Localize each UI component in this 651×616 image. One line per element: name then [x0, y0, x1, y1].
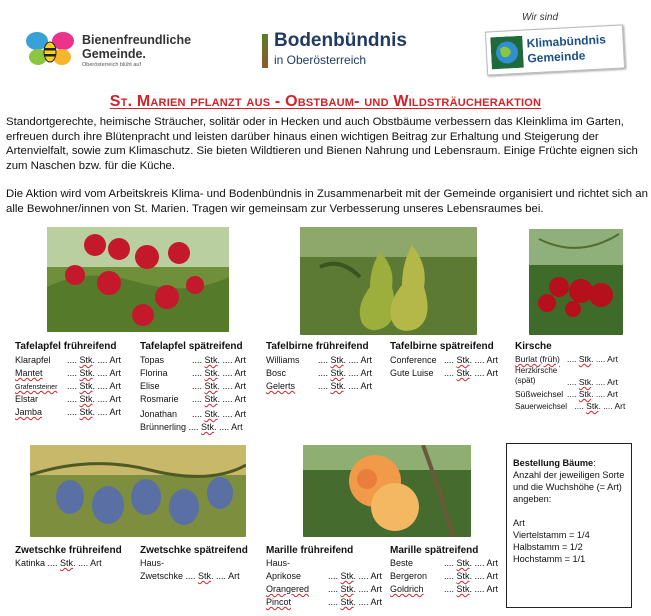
art-label: Art: [486, 584, 499, 594]
order-field[interactable]: .... Stk. .... Art: [328, 584, 383, 594]
bodenbuendnis-logo-line1: Bodenbündnis: [274, 30, 407, 51]
stk-label: Stk: [79, 381, 93, 391]
art-label: Art: [234, 355, 247, 365]
order-box-line: Viertelstamm = 1/4: [513, 530, 590, 540]
list-item: [515, 389, 618, 400]
variety-name: Goldrich: [390, 584, 424, 594]
bienen-logo: [24, 28, 194, 70]
stk-label: Stk: [578, 389, 592, 399]
list-item: [15, 407, 121, 418]
list-item: [15, 394, 121, 405]
variety-name: Topas: [140, 355, 165, 365]
page-title: St. Marien pflanzt aus - Obstbaum- und Wildsträucheraktion: [109, 93, 542, 110]
art-label: Art: [234, 368, 247, 378]
order-field[interactable]: .... Stk. .... Art: [444, 584, 499, 594]
order-field[interactable]: .... Stk. .... Art: [192, 381, 247, 391]
art-label: Art: [234, 409, 247, 419]
stk-label: Stk: [79, 407, 93, 417]
klimabuendnis-logo-line2: Gemeinde: [527, 48, 586, 66]
order-box-art: Art: [513, 518, 525, 528]
order-field[interactable]: .... Stk. .... Art: [318, 355, 373, 365]
order-field[interactable]: .... Stk. .... Art: [67, 368, 122, 378]
order-field[interactable]: .... Stk. .... Art: [444, 355, 499, 365]
variety-name: Bergeron: [390, 571, 428, 581]
section-title-marille-frueh: Marille frühreifend: [266, 545, 354, 556]
art-label: Art: [486, 355, 499, 365]
list-item: [15, 558, 102, 569]
list-item: [390, 558, 498, 569]
stk-label: Stk: [198, 571, 212, 581]
list-item: [140, 571, 240, 582]
stk-label: Stk: [456, 368, 470, 378]
order-box-line: Hochstamm = 1/1: [513, 554, 586, 564]
variety-name: Gelerts: [266, 381, 296, 391]
variety-name: Brünnerling: [140, 422, 187, 432]
list-item: [140, 381, 246, 392]
art-label: Art: [234, 381, 247, 391]
order-field[interactable]: .... Stk. .... Art: [567, 389, 619, 399]
list-item: [140, 409, 246, 420]
list-item: [266, 558, 290, 569]
variety-name: Haus-: [266, 558, 291, 568]
order-field[interactable]: .... Stk. .... Art: [444, 571, 499, 581]
bodenbuendnis-logo-bar: [262, 34, 268, 68]
variety-name: Elstar: [15, 394, 39, 404]
order-field[interactable]: .... Stk. .... Art: [67, 381, 122, 391]
stk-label: Stk: [204, 355, 218, 365]
variety-name: Jamba: [15, 407, 43, 417]
list-item: [390, 355, 498, 366]
bodenbuendnis-logo: [262, 30, 422, 70]
order-field[interactable]: .... Stk. .... Art: [45, 558, 102, 568]
list-item: [266, 597, 382, 608]
list-item: [140, 558, 164, 569]
apple-photo: [47, 227, 229, 332]
klimabuendnis-logo-line1: Klimabündnis: [526, 32, 607, 51]
art-label: Art: [486, 571, 499, 581]
variety-name: Süßweichsel: [515, 389, 564, 399]
list-item: [515, 401, 625, 412]
art-label: Art: [360, 355, 373, 365]
art-label: Art: [370, 584, 383, 594]
stk-label: Stk: [456, 558, 470, 568]
order-field[interactable]: .... Stk. .... Art: [192, 368, 247, 378]
pear-photo: [300, 227, 477, 335]
cherry-photo: [529, 229, 623, 335]
list-item: [515, 366, 570, 386]
stk-label: Stk: [456, 571, 470, 581]
list-item: [266, 355, 372, 366]
stk-label: Stk: [340, 597, 354, 607]
art-label: Art: [109, 355, 122, 365]
bienen-logo-line2: Gemeinde.: [82, 47, 146, 61]
intro-paragraph-2: Die Aktion wird vom Arbeitskreis Klima- und Bodenbündnis in Zusammenarbeit mit der Gemeinde organisiert und richtet sich an alle Bewohner/innen von St. Marien. Tragen wir gemeinsam zur Verbesserung unseres Lebensraumes bei.: [6, 188, 648, 215]
art-label: Art: [607, 354, 619, 364]
stk-label: Stk: [204, 409, 218, 419]
bienen-logo-tagline: Oberösterreich blüht auf: [82, 62, 142, 68]
intro-paragraph-1: Standortgerechte, heimische Sträucher, solitär oder in Hecken und auch Obstbäume verbessern das Kleinklima im Garten, erfreuen durch ihre Blütenpracht und leisten darüber hinaus einen wichtigen Beitrag zur Erhaltung und Steigerung der Artenvielfalt, sowie zum Klimaschutz. Sie bieten Wildtieren und Bienen Nahrung und Lebensraum. Einige Früchte eignen sich zum Naschen bzw. für die Küche.: [6, 116, 638, 172]
section-title-birne-spaet: Tafelbirne spätreifend: [390, 341, 494, 352]
order-field[interactable]: .... Stk. .... Art: [567, 354, 619, 364]
list-item: [15, 355, 121, 366]
stk-label: Stk: [340, 571, 354, 581]
klimabuendnis-logo-card: [485, 24, 625, 75]
section-title-zwetschke-frueh: Zwetschke frühreifend: [15, 545, 122, 556]
order-field[interactable]: .... Stk. .... Art: [192, 394, 247, 404]
variety-name: Klarapfel: [15, 355, 51, 365]
art-label: Art: [360, 381, 373, 391]
variety-name: Gute Luise: [390, 368, 434, 378]
order-field[interactable]: .... Stk. .... Art: [318, 368, 373, 378]
stk-label: Stk: [79, 355, 93, 365]
variety-name: Elise: [140, 381, 160, 391]
art-label: Art: [607, 377, 619, 387]
order-field[interactable]: .... Stk. .... Art: [192, 409, 247, 419]
variety-name: Beste: [390, 558, 414, 568]
section-title-kirsche: Kirsche: [515, 341, 552, 352]
order-box-heading: Bestellung Bäume:: [513, 458, 596, 468]
art-label: Art: [109, 368, 122, 378]
art-label: Art: [370, 597, 383, 607]
order-field[interactable]: .... Stk. .... Art: [444, 558, 499, 568]
list-item: [390, 584, 498, 595]
order-field[interactable]: .... Stk. .... Art: [328, 597, 383, 607]
art-label: Art: [486, 558, 499, 568]
stk-label: Stk: [340, 584, 354, 594]
art-label: Art: [360, 368, 373, 378]
list-item: [140, 355, 246, 366]
order-field[interactable]: .... Stk. .... Art: [186, 422, 243, 432]
list-item: [140, 394, 246, 405]
order-field[interactable]: .... Stk. .... Art: [567, 377, 619, 387]
variety-name: Rosmarie: [140, 394, 179, 404]
variety-name: Florina: [140, 368, 168, 378]
stk-label: Stk: [60, 558, 74, 568]
list-item: [266, 571, 382, 582]
order-field[interactable]: .... Stk. .... Art: [67, 407, 122, 417]
stk-label: Stk: [456, 584, 470, 594]
bodenbuendnis-logo-line2: in Oberösterreich: [274, 53, 367, 67]
order-info-box: [506, 443, 632, 608]
variety-name: Williams: [266, 355, 300, 365]
art-label: Art: [370, 571, 383, 581]
art-label: Art: [109, 407, 122, 417]
art-label: Art: [614, 401, 626, 411]
variety-name: Katinka: [15, 558, 46, 568]
stk-label: Stk: [586, 401, 599, 411]
list-item: [515, 354, 618, 365]
stk-label: Stk: [330, 368, 344, 378]
variety-name: Sauerweichsel: [515, 402, 568, 411]
order-field[interactable]: .... Stk. .... Art: [183, 571, 240, 581]
variety-name: Haus-: [140, 558, 165, 568]
art-label: Art: [228, 571, 240, 581]
stk-label: Stk: [201, 422, 215, 432]
stk-label: Stk: [330, 355, 344, 365]
art-label: Art: [231, 422, 243, 432]
variety-name: Orangered: [266, 584, 310, 594]
section-title-zwetschke-spaet: Zwetschke spätreifend: [140, 545, 248, 556]
art-label: Art: [486, 368, 499, 378]
variety-name: Bosc: [266, 368, 287, 378]
order-box-line: Halbstamm = 1/2: [513, 542, 583, 552]
list-item: [266, 368, 372, 379]
variety-name: Herzkirsche (spät): [515, 366, 558, 385]
list-item: [15, 381, 121, 393]
art-label: Art: [109, 381, 122, 391]
section-title-apfel-spaet: Tafelapfel spätreifend: [140, 341, 243, 352]
stk-label: Stk: [456, 355, 470, 365]
variety-name: Pincot: [266, 597, 292, 607]
variety-name: Aprikose: [266, 571, 302, 581]
butterfly-logo-icon: [24, 28, 78, 70]
variety-name: Conference: [390, 355, 437, 365]
klimabuendnis-logo-tag: Wir sind: [522, 12, 559, 23]
order-field[interactable]: .... Stk. .... Art: [67, 355, 122, 365]
variety-name: Mantet: [15, 368, 43, 378]
art-label: Art: [607, 389, 619, 399]
klimabuendnis-logo: [482, 12, 632, 74]
section-title-apfel-frueh: Tafelapfel frühreifend: [15, 341, 117, 352]
globe-icon: [490, 36, 524, 70]
list-item: [140, 422, 243, 433]
stk-label: Stk: [79, 368, 93, 378]
art-label: Art: [109, 394, 122, 404]
stk-label: Stk: [79, 394, 93, 404]
list-item: [266, 584, 382, 595]
variety-name: Grafensteiner: [15, 384, 58, 391]
stk-label: Stk: [204, 368, 218, 378]
order-field[interactable]: .... Stk. .... Art: [572, 401, 626, 411]
order-field[interactable]: .... Stk. .... Art: [67, 394, 122, 404]
stk-label: Stk: [204, 381, 218, 391]
variety-name: Jonathan: [140, 409, 178, 419]
stk-label: Stk: [330, 381, 344, 391]
variety-name: Zwetschke: [140, 571, 184, 581]
order-field[interactable]: .... Stk. .... Art: [328, 571, 383, 581]
art-label: Art: [234, 394, 247, 404]
plum-photo: [30, 445, 246, 537]
list-item: [390, 571, 498, 582]
stk-label: Stk: [578, 377, 592, 387]
section-title-birne-frueh: Tafelbirne frühreifend: [266, 341, 369, 352]
order-field[interactable]: .... Stk. .... Art: [192, 355, 247, 365]
list-item: [15, 368, 121, 379]
order-field[interactable]: .... Stk. .... Art: [318, 381, 373, 391]
stk-label: Stk: [578, 354, 592, 364]
apricot-photo: [303, 445, 471, 537]
stk-label: Stk: [204, 394, 218, 404]
art-label: Art: [90, 558, 102, 568]
bienen-logo-line1: Bienenfreundliche: [82, 33, 192, 47]
variety-name: Burlat (früh): [515, 354, 560, 364]
order-field[interactable]: .... Stk. .... Art: [444, 368, 499, 378]
order-box-text: Anzahl der jeweiligen Sorte und die Wuchshöhe (= Art) angeben:: [513, 470, 625, 504]
section-title-marille-spaet: Marille spätreifend: [390, 545, 479, 556]
list-item: [390, 368, 498, 379]
list-item: [266, 381, 372, 392]
list-item: [140, 368, 246, 379]
